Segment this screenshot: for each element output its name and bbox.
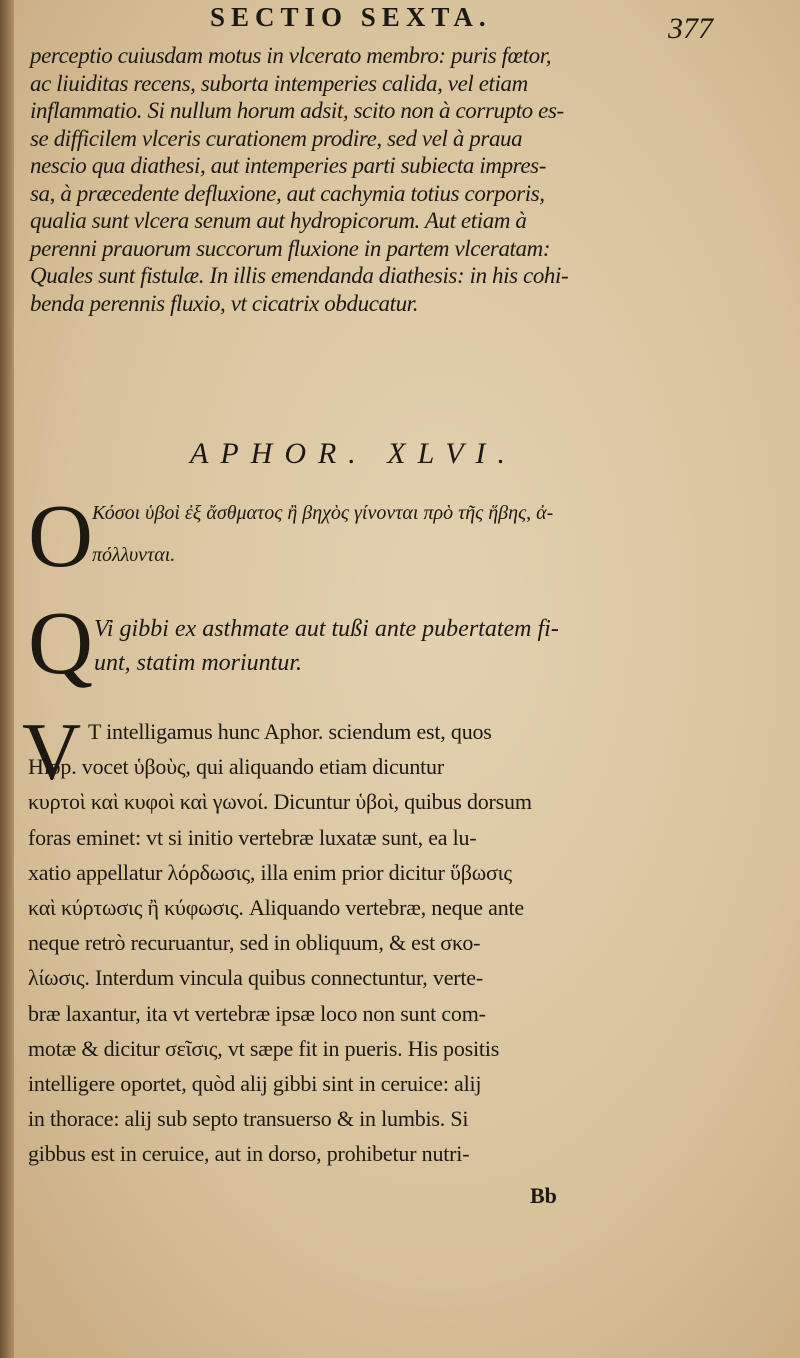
page-number: 377: [668, 12, 713, 45]
commentary-top: perceptio cuiusdam motus in vlcerato membro: puris fœtor, ac liuiditas recens, suborta intemperies calida, vel etiam inflammatio. Si nullum horum adsit, scito non à corrupto es- se difficilem vlceris curationem prodire, sed vel à praua nescio qua diathesi, aut intemperies parti subiecta impres- sa, à præcedente defluxione, aut cachymia totius corporis, qualia sunt vlcera senum aut hydropicorum. Aut etiam à perenni prauorum succorum fluxione in partem vlceratam: Quales sunt fistulæ. In illis emendanda diathesis: in his cohi- benda perennis fluxio, vt cicatrix obducatur.: [30, 43, 569, 316]
binding-gutter: [0, 0, 14, 1358]
commentary-dropcap: V: [22, 706, 82, 797]
greek-dropcap: O: [28, 487, 93, 586]
latin-dropcap: Q: [28, 594, 93, 693]
running-head: SECTIO SEXTA.: [210, 2, 492, 32]
latin-aphorism-text: Vi gibbi ex asthmate aut tußi ante pubertatem fi- unt, statim moriuntur.: [94, 616, 559, 676]
aphorism-title: APHOR. XLVI.: [190, 437, 518, 470]
commentary-bottom: T intelligamus hunc Aphor. sciendum est, quos Hipp. vocet ὑβοὺς, qui aliquando etiam dicuntur κυρτοὶ καὶ κυφοὶ καὶ γωνοί. Dicuntur ὑβοὶ, quibus dorsum foras eminet: vt si initio vertebræ luxatæ sunt, ea lu- xatio appellatur λόρδωσις, illa enim prior dicitur ὕβωσις καὶ κύρτωσις ἢ κύφωσις. Aliquando vertebræ, neque ante neque retrò recuruantur, sed in obliquum, & est σκο- λίωσις. Interdum vincula quibus connectuntur, verte- bræ laxantur, ita vt vertebræ ipsæ loco non sunt com- motæ & dicitur σεῖσις, vt sæpe fit in pueris. His positis intelligere oportet, quòd alij gibbi sint in ceruice: alij in thorace: alij sub septo transuerso & in lumbis. Si gibbus est in ceruice, aut in dorso, prohibetur nutri-: [28, 719, 532, 1167]
catchword: Bb: [530, 1183, 557, 1208]
greek-aphorism-text: Κόσοι ὑβοὶ ἐξ ἄσθματος ἢ βηχὸς γίνονται πρὸ τῆς ἥβης, ἀ- πόλλυνται.: [92, 502, 554, 566]
